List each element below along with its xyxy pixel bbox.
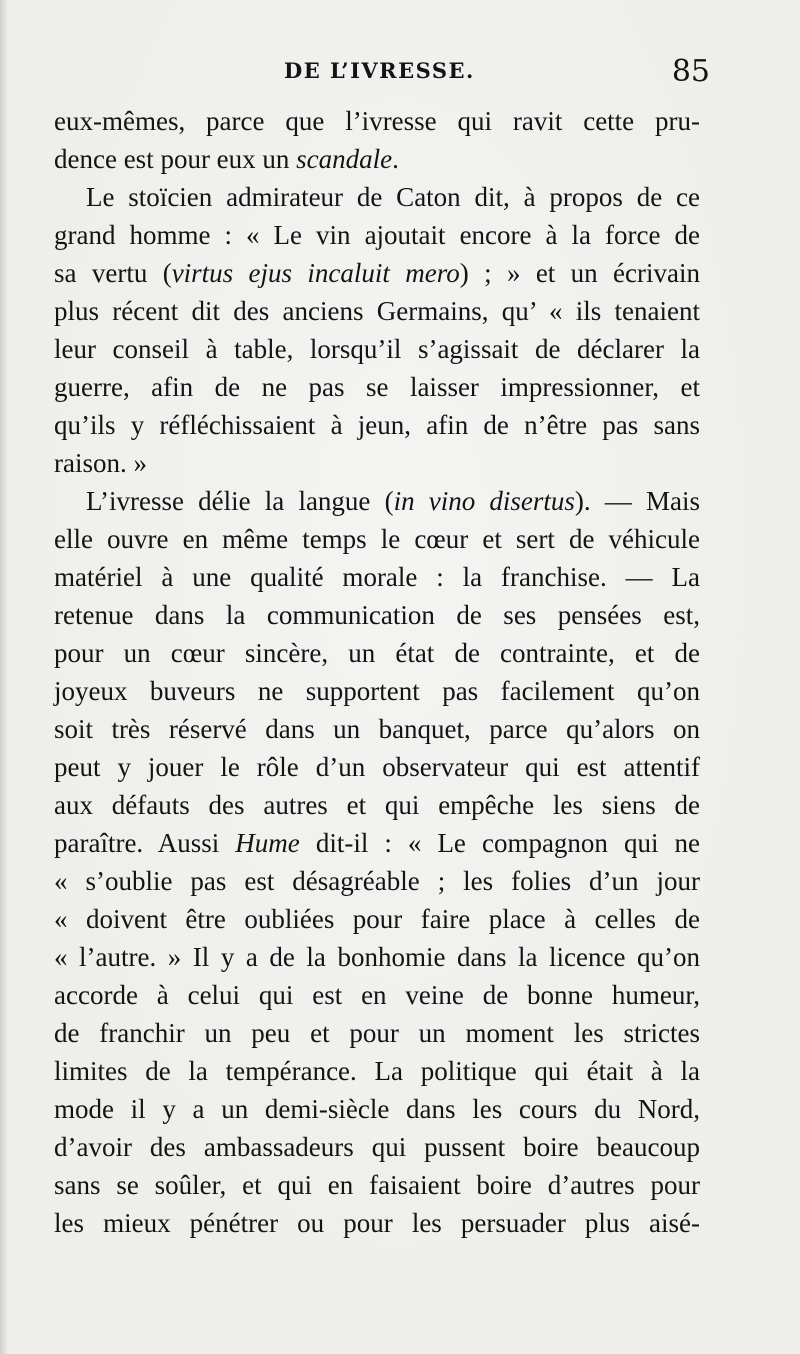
italic-phrase: scandale — [296, 144, 393, 174]
text-line — [54, 520, 700, 558]
text-line — [54, 710, 700, 748]
page-number: 85 — [671, 54, 710, 89]
text-line — [54, 1014, 700, 1052]
text-line — [54, 102, 700, 140]
text-segment: « s’oublie pas est désagréable ; les folies d’un jour — [54, 866, 700, 896]
text-line — [54, 634, 700, 672]
text-segment: ). — Mais — [574, 486, 700, 516]
text-line — [54, 178, 700, 216]
text-segment: dence est pour eux un — [54, 144, 297, 174]
text-segment: peut y jouer le rôle d’un observateur qui est attentif — [54, 752, 700, 782]
text-segment: mode il y a un demi-siècle dans les cours du Nord, — [54, 1094, 700, 1124]
text-segment: ) ; » et un écrivain — [459, 258, 700, 288]
text-line — [54, 748, 700, 786]
text-segment: les mieux pénétrer ou pour les persuader plus aisé- — [54, 1208, 700, 1238]
text-line — [54, 482, 700, 520]
text-segment: paraître. Aussi — [54, 828, 236, 858]
text-line — [54, 596, 700, 634]
text-line — [54, 444, 700, 482]
text-segment: limites de la tempérance. La politique qui était à la — [54, 1056, 700, 1086]
text-segment: eux-mêmes, parce que l’ivresse qui ravit cette pru- — [54, 106, 700, 136]
text-line — [54, 368, 700, 406]
text-segment: « l’autre. » Il y a de la bonhomie dans la licence qu’on — [54, 942, 700, 972]
text-segment: accorde à celui qui est en veine de bonne humeur, — [54, 980, 700, 1010]
text-segment: soit très réservé dans un banquet, parce qu’alors on — [54, 714, 700, 744]
body-text — [54, 102, 700, 1242]
text-line — [54, 1204, 700, 1242]
text-line — [54, 330, 700, 368]
text-line — [54, 938, 700, 976]
text-segment: matériel à une qualité morale : la franchise. — La — [54, 562, 700, 592]
text-line — [54, 558, 700, 596]
text-line — [54, 900, 700, 938]
text-segment: elle ouvre en même temps le cœur et sert de véhicule — [54, 524, 700, 554]
text-segment: . — [392, 144, 399, 174]
text-line — [54, 824, 700, 862]
text-segment: aux défauts des autres et qui empêche les siens de — [54, 790, 700, 820]
text-segment: grand homme : « Le vin ajoutait encore à la force de — [54, 220, 700, 250]
running-title: DE L’IVRESSE. — [284, 58, 475, 83]
text-segment: qu’ils y réfléchissaient à jeun, afin de n’être pas sans — [54, 410, 700, 440]
text-line — [54, 862, 700, 900]
italic-phrase: in vino disertus — [393, 486, 575, 516]
text-segment: de franchir un peu et pour un moment les strictes — [54, 1018, 700, 1048]
text-segment: leur conseil à table, lorsqu’il s’agissait de déclarer la — [54, 334, 700, 364]
page-edge-shadow — [0, 0, 8, 1354]
page-header — [0, 54, 800, 98]
text-segment: Le stoïcien admirateur de Caton dit, à propos de ce — [86, 182, 700, 212]
text-segment: plus récent dit des anciens Germains, qu’ « ils tenaient — [54, 296, 700, 326]
text-line — [54, 1090, 700, 1128]
text-line — [54, 672, 700, 710]
text-segment: sans se soûler, et qui en faisaient boire d’autres pour — [54, 1170, 700, 1200]
text-segment: dit-il : « Le compagnon qui ne — [299, 828, 700, 858]
text-segment: retenue dans la communication de ses pensées est, — [54, 600, 700, 630]
text-line — [54, 292, 700, 330]
text-line — [54, 1166, 700, 1204]
text-line — [54, 976, 700, 1014]
text-segment: guerre, afin de ne pas se laisser impressionner, et — [54, 372, 700, 402]
text-segment: L’ivresse délie la langue ( — [86, 486, 394, 516]
text-line — [54, 254, 700, 292]
italic-phrase: virtus ejus incaluit mero — [171, 258, 460, 288]
text-line — [54, 216, 700, 254]
text-segment: raison. » — [54, 448, 147, 478]
text-segment: « doivent être oubliées pour faire place à celles de — [54, 904, 700, 934]
text-segment: joyeux buveurs ne supportent pas facilement qu’on — [54, 676, 700, 706]
text-line — [54, 406, 700, 444]
text-line — [54, 1052, 700, 1090]
text-segment: d’avoir des ambassadeurs qui pussent boire beaucoup — [54, 1132, 700, 1162]
text-line — [54, 140, 700, 178]
text-segment: sa vertu ( — [54, 258, 172, 288]
italic-phrase: Hume — [235, 828, 300, 858]
text-line — [54, 786, 700, 824]
text-line — [54, 1128, 700, 1166]
text-segment: pour un cœur sincère, un état de contrainte, et de — [54, 638, 700, 668]
